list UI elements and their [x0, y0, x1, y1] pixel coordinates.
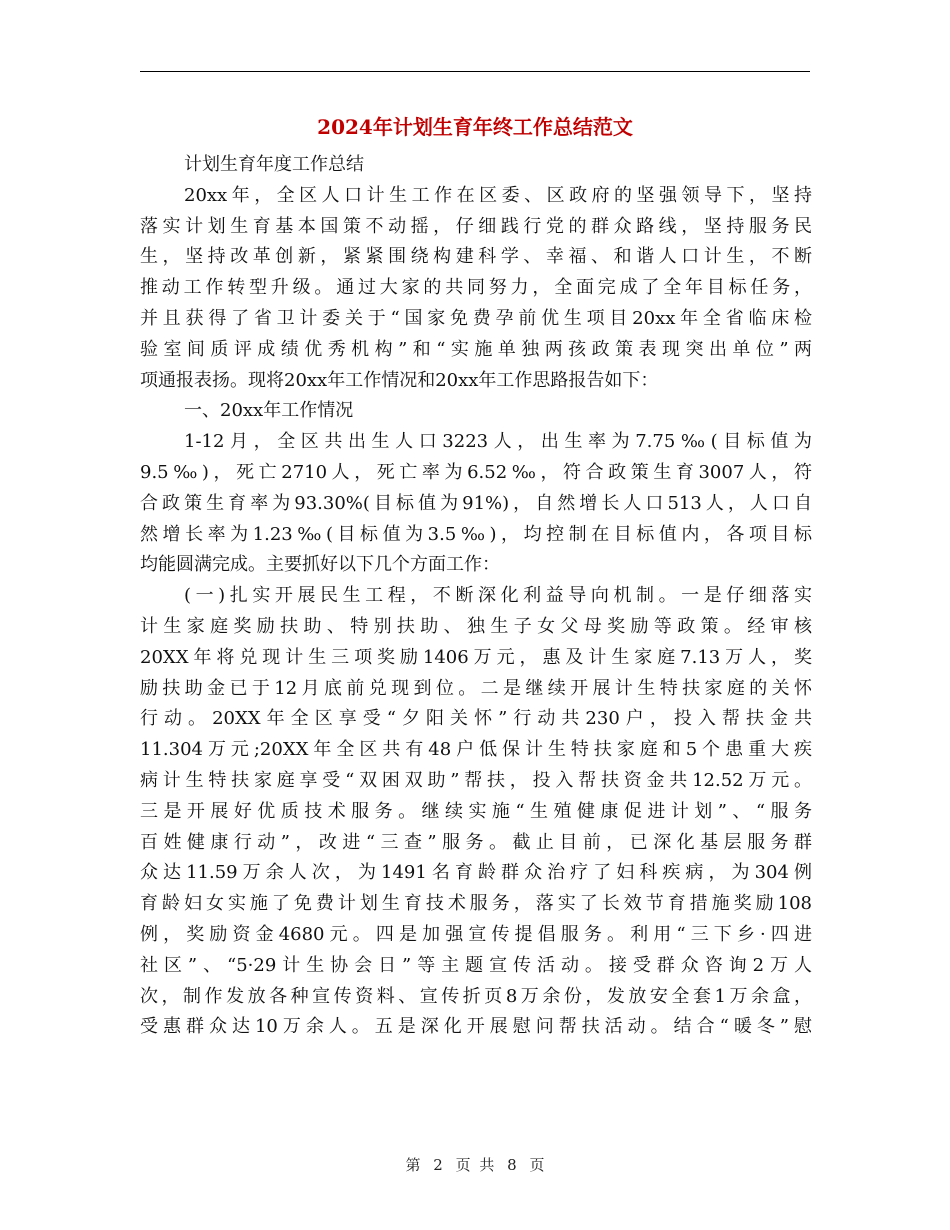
text-line: 并且获得了省卫计委关于“国家免费孕前优生项目20xx年全省临床检 [140, 307, 813, 329]
text-line: 计划生育年度工作总结 [184, 154, 364, 175]
text-line: 1-12月，全区共出生人口3223人，出生率为7.75‰(目标值为 [184, 431, 812, 453]
text-line: 11.304万元;20XX年全区共有48户低保计生特扶家庭和5个患重大疾 [140, 739, 812, 761]
text-line: (一)扎实开展民生工程，不断深化利益导向机制。一是仔细落实 [184, 585, 812, 607]
text-line: 众达11.59万余人次，为1491名育龄群众治疗了妇科疾病，为304例 [140, 862, 812, 884]
document-body [140, 150, 812, 1043]
text-line: 生，坚持改革创新，紧紧围绕构建科学、幸福、和谐人口计生，不断 [140, 246, 812, 268]
text-line: 20xx年，全区人口计生工作在区委、区政府的坚强领导下，坚持 [184, 184, 812, 206]
text-line: 然增长率为1.23‰(目标值为3.5‰)，均控制在目标值内，各项目标 [140, 523, 812, 545]
text-line: 行动。20XX年全区享受“夕阳关怀”行动共230户，投入帮扶金共 [140, 708, 812, 730]
footer-prefix: 第 [405, 1156, 421, 1174]
text-line: 合政策生育率为93.30%(目标值为91%)，自然增长人口513人，人口自 [140, 492, 812, 514]
text-line: 百姓健康行动”，改进“三查”服务。截止目前，已深化基层服务群 [140, 831, 812, 853]
text-line: 项通报表扬。现将20xx年工作情况和20xx年工作思路报告如下： [140, 369, 659, 391]
text-line: 受惠群众达10万余人。五是深化开展慰问帮扶活动。结合“暖冬”慰 [140, 1016, 812, 1038]
text-line: 病计生特扶家庭享受“双困双助”帮扶，投入帮扶资金共12.52万元。 [140, 769, 812, 791]
text-line: 计生家庭奖励扶助、特别扶助、独生子女父母奖励等政策。经审核 [140, 615, 812, 637]
text-line: 落实计划生育基本国策不动摇，仔细践行党的群众路线，坚持服务民 [140, 215, 812, 237]
document-title: 2024年计划生育年终工作总结范文 [317, 115, 633, 139]
text-line: 一、20xx年工作情况 [184, 400, 354, 422]
text-line: 例，奖励资金4680元。四是加强宣传提倡服务。利用“三下乡·四进 [140, 923, 812, 945]
text-line: 9.5‰)，死亡2710人，死亡率为6.52‰，符合政策生育3007人，符 [140, 461, 812, 483]
text-line: 社区”、“5·29计生协会日”等主题宣传活动。接受群众咨询2万人 [140, 954, 812, 976]
text-line: 均能圆满完成。主要抓好以下几个方面工作： [140, 554, 500, 576]
footer-page-number: 2 [433, 1156, 443, 1174]
footer-suffix: 页 [529, 1156, 545, 1174]
footer-mid: 页 共 [455, 1156, 495, 1174]
text-line: 三是开展好优质技术服务。继续实施“生殖健康促进计划”、“服务 [140, 800, 812, 822]
text-line: 次，制作发放各种宣传资料、宣传折页8万余份，发放安全套1万余盒， [140, 985, 812, 1007]
text-line: 验室间质评成绩优秀机构”和“实施单独两孩政策表现突出单位”两 [140, 338, 812, 360]
text-line: 20XX年将兑现计生三项奖励1406万元，惠及计生家庭7.13万人，奖 [140, 646, 812, 668]
page-footer [0, 1154, 950, 1175]
footer-total-pages: 8 [507, 1156, 517, 1174]
text-line: 励扶助金已于12月底前兑现到位。二是继续开展计生特扶家庭的关怀 [140, 677, 812, 699]
header-rule [140, 71, 810, 72]
text-line: 育龄妇女实施了免费计划生育技术服务，落实了长效节育措施奖励108 [140, 893, 812, 915]
text-line: 推动工作转型升级。通过大家的共同努力，全面完成了全年目标任务， [140, 277, 812, 299]
